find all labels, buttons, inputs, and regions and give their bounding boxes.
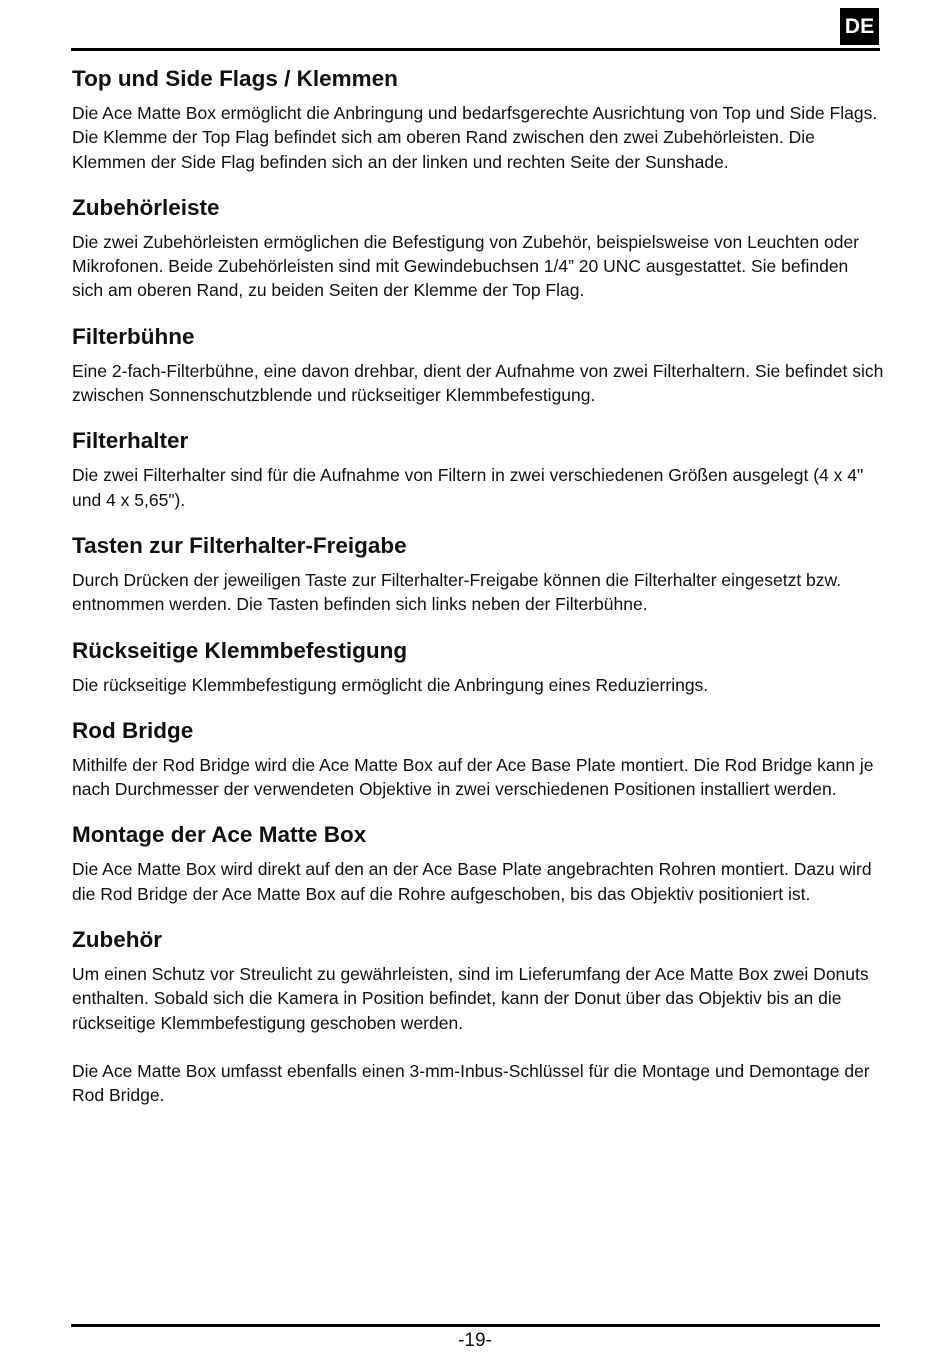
section-montage: [72, 820, 884, 906]
section-zubehoerleiste: [72, 193, 884, 303]
section-heading: Tasten zur Filterhalter-Freigabe: [72, 532, 407, 558]
language-badge: DE: [840, 8, 879, 45]
section-paragraph: Die Ace Matte Box ermöglicht die Anbringung und bedarfsgerechte Ausrichtung von Top und Side Flags. Die Klemme der Top Flag befindet sich am oberen Rand zwischen den zwei Zubehörleisten. Die Klemmen der Side Flag befinden sich an der linken und rechten Seite der Sunshade.: [72, 103, 878, 172]
section-filterhalter: [72, 426, 884, 512]
section-paragraph: Mithilfe der Rod Bridge wird die Ace Matte Box auf der Ace Base Plate montiert. Die Rod Bridge kann je nach Durchmesser der verwendeten Objektive in zwei verschiedenen Positionen installiert werden.: [72, 754, 874, 800]
document-body: [72, 64, 884, 1108]
section-heading: Filterbühne: [72, 323, 195, 349]
section-heading: Filterhalter: [72, 428, 189, 454]
section-paragraph: Eine 2-fach-Filterbühne, eine davon drehbar, dient der Aufnahme von zwei Filterhaltern. Sie befindet sich zwischen Sonnenschutzblende und rückseitiger Klemmbefestigung.: [72, 360, 884, 406]
section-heading: Zubehör: [72, 927, 162, 953]
section-paragraph: Die zwei Zubehörleisten ermöglichen die Befestigung von Zubehör, beispielsweise von Leuchten oder Mikrofonen. Beide Zubehörleisten sind mit Gewindebuchsen 1/4” 20 UNC ausgestattet. Sie befinden sich am oberen Rand, zu beiden Seiten der Klemme der Top Flag.: [72, 231, 860, 301]
section-heading: Zubehörleiste: [72, 194, 220, 220]
section-heading: Montage der Ace Matte Box: [72, 822, 367, 848]
section-filterhalter-freigabe: [72, 531, 884, 617]
header-divider: [71, 48, 880, 51]
section-zubehoer: [72, 925, 884, 1107]
section-filterbuehne: [72, 322, 884, 408]
section-klemmbefestigung: [72, 636, 884, 697]
section-heading: Top und Side Flags / Klemmen: [72, 66, 398, 91]
page-number: -19-: [458, 1330, 492, 1351]
section-paragraph: Durch Drücken der jeweiligen Taste zur Filterhalter-Freigabe können die Filterhalter eingesetzt bzw. entnommen werden. Die Tasten befinden sich links neben der Filterbühne.: [72, 569, 842, 615]
section-top-side-flags: [72, 64, 884, 174]
section-paragraph: Um einen Schutz vor Streulicht zu gewährleisten, sind im Lieferumfang der Ace Matte Box zwei Donuts enthalten. Sobald sich die Kamera in Position befindet, kann der Donut über das Objektiv bis an die rückseitige Klemmbefestigung geschoben werden.: [72, 964, 869, 1033]
section-heading: Rod Bridge: [72, 717, 194, 743]
section-paragraph: Die Ace Matte Box wird direkt auf den an der Ace Base Plate angebrachten Rohren montiert. Dazu wird die Rod Bridge der Ace Matte Box auf die Rohre aufgeschoben, bis das Objektiv positioniert ist.: [72, 859, 872, 904]
section-rod-bridge: [72, 716, 884, 802]
section-paragraph: Die rückseitige Klemmbefestigung ermöglicht die Anbringung eines Reduzierrings.: [72, 674, 709, 695]
section-heading: Rückseitige Klemmbefestigung: [72, 637, 408, 663]
section-paragraph: Die zwei Filterhalter sind für die Aufnahme von Filtern in zwei verschiedenen Größen ausgelegt (4 x 4" und 4 x 5,65").: [72, 465, 864, 510]
footer-divider: [71, 1324, 880, 1327]
section-paragraph: Die Ace Matte Box umfasst ebenfalls einen 3-mm-Inbus-Schlüssel für die Montage und Demontage der Rod Bridge.: [72, 1060, 870, 1106]
